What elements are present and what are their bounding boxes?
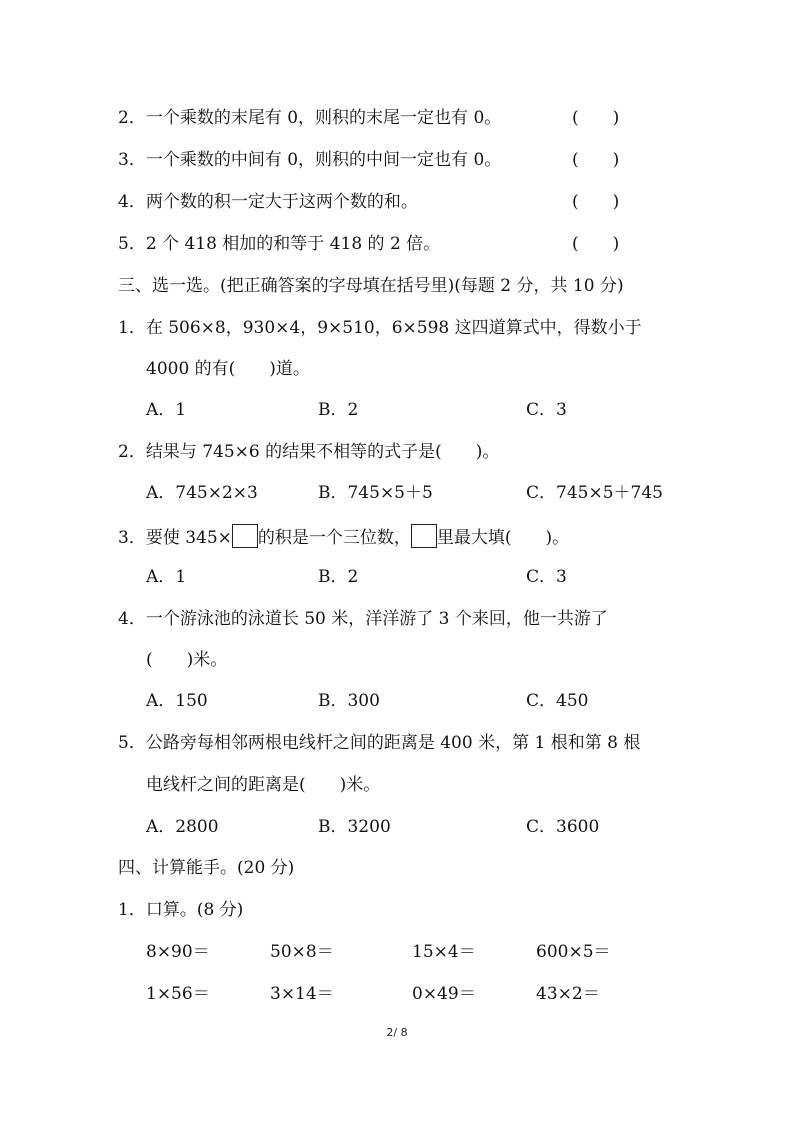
choice-q5-option-a[interactable]: A．2800	[146, 817, 219, 837]
calc-problem: 50×8＝	[270, 942, 334, 962]
choice-q5-line2: 电线杆之间的距离是( )米。	[146, 775, 381, 795]
choice-q1-line2: 4000 的有( )道。	[146, 359, 310, 379]
choice-q2-option-b[interactable]: B．745×5＋5	[318, 483, 433, 503]
judge-answer-blank-2[interactable]: ( )	[572, 108, 620, 128]
choice-q1-option-a[interactable]: A．1	[146, 400, 187, 420]
choice-q3-prefix: 3．要使 345×	[118, 528, 232, 548]
blank-box	[411, 524, 437, 548]
judge-answer-blank-3[interactable]: ( )	[572, 150, 620, 170]
choice-q4-option-b[interactable]: B．300	[318, 691, 380, 711]
calc-problem: 1×56＝	[146, 984, 210, 1004]
calc-oral-subheading: 1．口算。(8 分)	[118, 900, 244, 920]
choice-q2-option-a[interactable]: A．745×2×3	[146, 483, 258, 503]
choice-q3-suffix: 里最大填( )。	[436, 528, 570, 548]
choice-q4-option-a[interactable]: A．150	[146, 691, 208, 711]
page-number: 2/ 8	[386, 1026, 408, 1039]
choice-q3-option-c[interactable]: C．3	[526, 567, 567, 587]
calc-problem: 0×49＝	[412, 984, 476, 1004]
choice-q1-option-c[interactable]: C．3	[526, 400, 567, 420]
choice-q2-line1: 2．结果与 745×6 的结果不相等的式子是( )。	[118, 442, 500, 462]
choice-q3-middle: 的积是一个三位数，	[257, 528, 411, 548]
choice-q3-option-a[interactable]: A．1	[146, 567, 187, 587]
calc-problem: 3×14＝	[270, 984, 334, 1004]
section-choice-heading: 三、选一选。(把正确答案的字母填在括号里)(每题 2 分，共 10 分)	[118, 276, 624, 296]
choice-q4-option-c[interactable]: C．450	[526, 691, 589, 711]
blank-box	[232, 524, 258, 548]
judge-item-4: 4．两个数的积一定大于这两个数的和。	[118, 192, 418, 212]
choice-q2-option-c[interactable]: C．745×5＋745	[526, 483, 663, 503]
judge-answer-blank-4[interactable]: ( )	[572, 192, 620, 212]
judge-answer-blank-5[interactable]: ( )	[572, 234, 620, 254]
choice-q5-line1: 5．公路旁每相邻两根电线杆之间的距离是 400 米，第 1 根和第 8 根	[118, 733, 641, 753]
choice-q3-option-b[interactable]: B．2	[318, 567, 359, 587]
judge-item-3: 3．一个乘数的中间有 0，则积的中间一定也有 0。	[118, 150, 502, 170]
choice-q5-option-b[interactable]: B．3200	[318, 817, 391, 837]
choice-q4-line2: ( )米。	[146, 650, 228, 670]
choice-q3-line	[118, 524, 569, 550]
choice-q1-option-b[interactable]: B．2	[318, 400, 359, 420]
calc-problem: 43×2＝	[536, 984, 600, 1004]
choice-q1-line1: 1．在 506×8，930×4，9×510，6×598 这四道算式中，得数小于	[118, 318, 642, 338]
calc-problem: 15×4＝	[412, 942, 476, 962]
judge-item-2: 2．一个乘数的末尾有 0，则积的末尾一定也有 0。	[118, 108, 502, 128]
choice-q5-option-c[interactable]: C．3600	[526, 817, 600, 837]
section-calc-heading: 四、计算能手。(20 分)	[118, 858, 295, 878]
judge-item-5: 5．2 个 418 相加的和等于 418 的 2 倍。	[118, 234, 441, 254]
calc-problem: 8×90＝	[146, 942, 210, 962]
calc-problem: 600×5＝	[536, 942, 611, 962]
choice-q4-line1: 4．一个游泳池的泳道长 50 米，洋洋游了 3 个来回，他一共游了	[118, 609, 608, 629]
